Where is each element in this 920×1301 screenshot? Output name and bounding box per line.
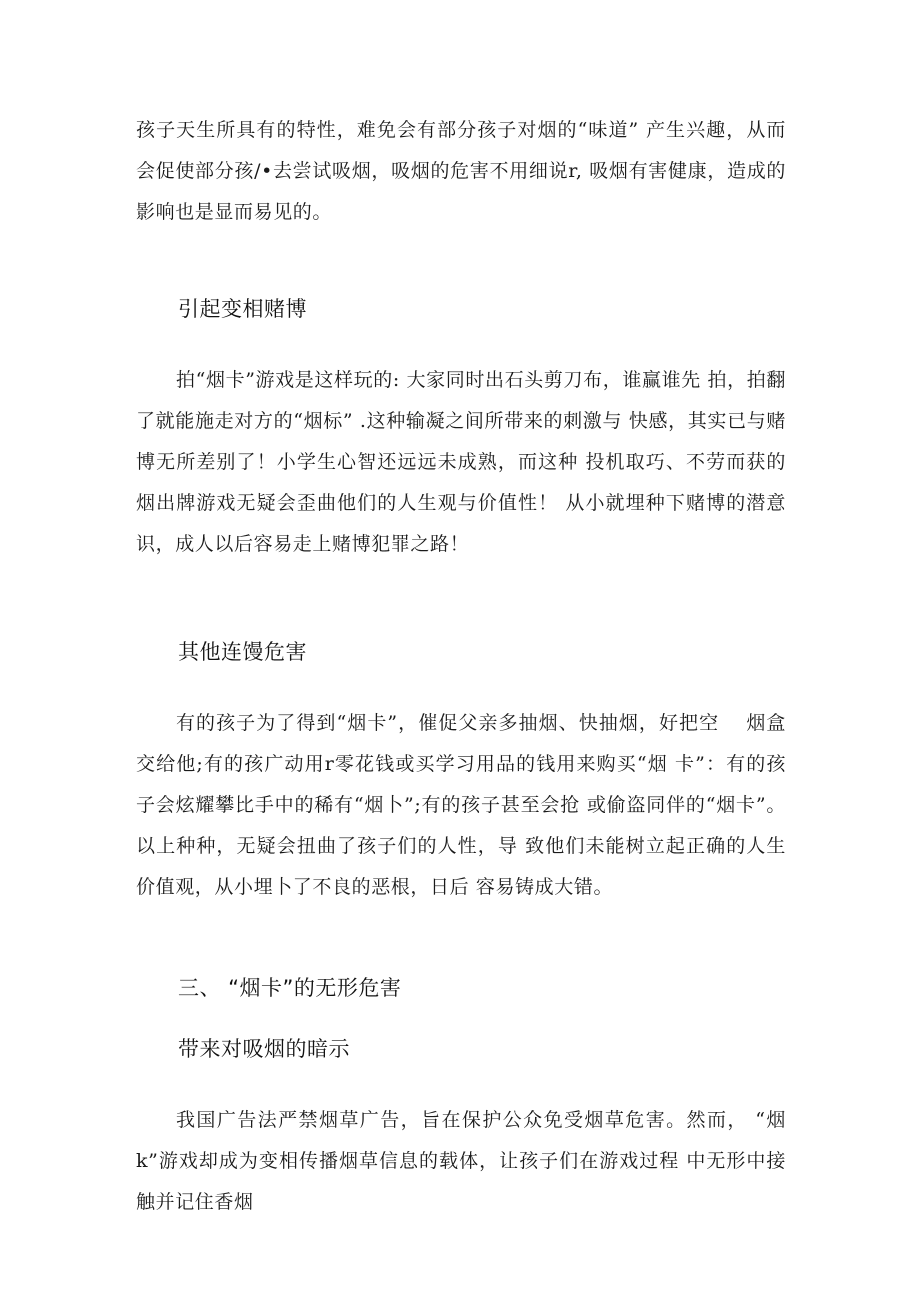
heading-smoking-hint: 带来对吸烟的暗示 <box>178 1037 350 1061</box>
intro-paragraph: 孩子天生所具有的特性，难免会有部分孩子对烟的“味道” 产生兴趣，从而会促使部分孩/•去尝试吸烟，吸烟的危害不用细说r, 吸烟有害健康，造成的影响也是显而易见的。 <box>136 119 786 223</box>
heading-section-3: 三、 “烟卡”的无形危害 <box>178 976 402 1000</box>
other-harms-paragraph: 有的孩子为了得到“烟卡”，催促父亲多抽烟、快抽烟，好把空 烟盒交给他;有的孩广动用r零花钱或买学习用品的钱用来购买“烟 卡”：有的孩子会炫耀攀比手中的稀有“烟卜”;有的孩子甚至会抢 或偷盗同伴的“烟卡”。以上种种，无疑会扭曲了孩子们的人性，导 致他们未能树立起正确的人生价值观，从小埋卜了不良的恶根，日后 容易铸成大错。 <box>136 712 786 898</box>
gambling-paragraph: 拍“烟卡”游戏是这样玩的: 大家同时出石头剪刀布，谁赢谁先 拍，拍翻了就能施走对方的“烟标” .这种输凝之间所带来的刺激与 快感，其实已与赌博无所差别了！小学生心智还远远未成熟，而这种 投机取巧、不劳而获的烟出牌游戏无疑会歪曲他们的人生观与价值性！ 从小就埋种下赌博的潜意识，成人以后容易走上赌博犯罪之路！ <box>136 369 786 555</box>
smoking-hint-paragraph: 我国广告法严禁烟草广告，旨在保护公众免受烟草危害。然而， “烟k”游戏却成为变相传播烟草信息的载体，让孩子们在游戏过程 中无形中接触并记住香烟 <box>136 1109 786 1213</box>
heading-other-harms: 其他连馒危害 <box>178 640 307 664</box>
heading-gambling: 引起变相赌博 <box>178 297 307 321</box>
